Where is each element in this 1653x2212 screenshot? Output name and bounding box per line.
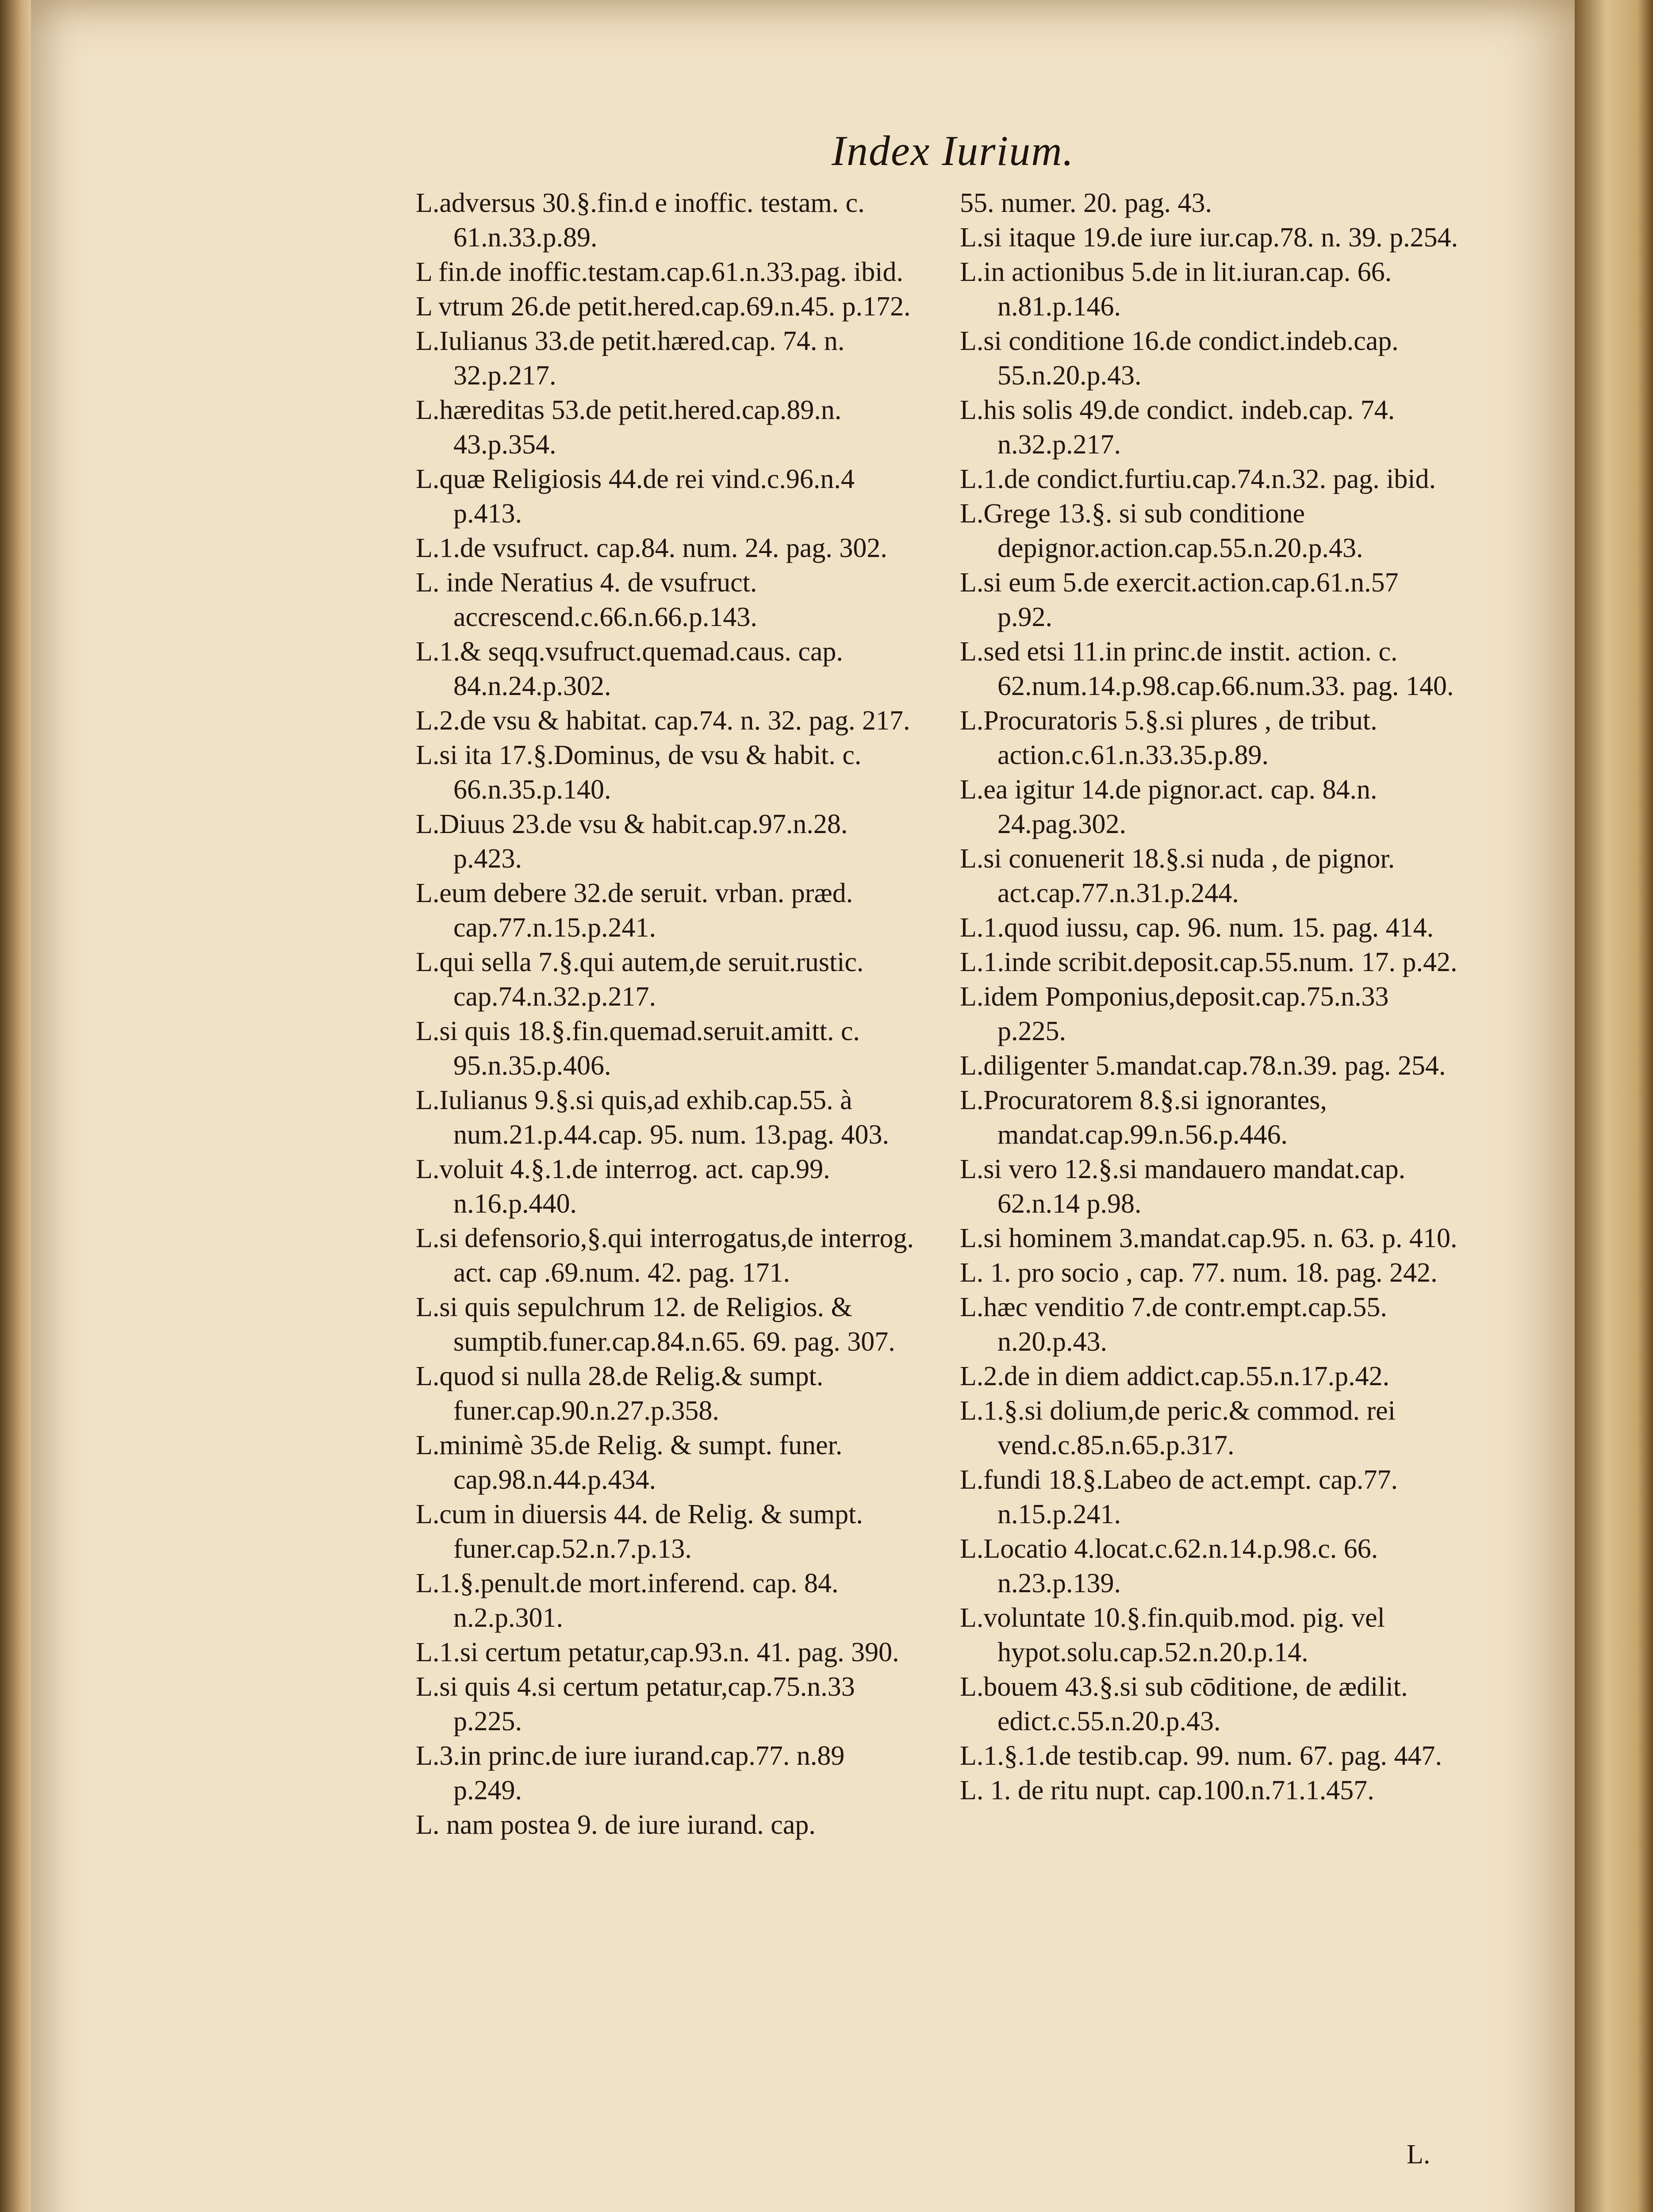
- index-entry: L vtrum 26.de petit.hered.cap.69.n.45. p.172.: [416, 292, 911, 322]
- index-entry: L.1.& seqq.vsufruct.quemad.caus. cap. 84.n.24.p.302.: [416, 637, 843, 701]
- index-entry: 55. numer. 20. pag. 43.: [960, 188, 1212, 218]
- index-entry: L. 1. pro socio , cap. 77. num. 18. pag. 242.: [960, 1258, 1438, 1288]
- index-entry: L.fundi 18.§.Labeo de act.empt. cap.77. n.15.p.241.: [960, 1465, 1398, 1529]
- index-entry: L fin.de inoffic.testam.cap.61.n.33.pag. ibid.: [416, 257, 903, 287]
- index-entry: L.1.§.si dolium,de peric.& commod. rei vend.c.85.n.65.p.317.: [960, 1396, 1396, 1460]
- index-entry: L.si itaque 19.de iure iur.cap.78. n. 39. p.254.: [960, 223, 1458, 253]
- index-entry: L.Locatio 4.locat.c.62.n.14.p.98.c. 66. n.23.p.139.: [960, 1534, 1378, 1598]
- index-entry: L.Iulianus 33.de petit.hæred.cap. 74. n. 32.p.217.: [416, 326, 845, 391]
- index-entry: L.ea igitur 14.de pignor.act. cap. 84.n. 24.pag.302.: [960, 775, 1377, 839]
- index-entry: L.eum debere 32.de seruit. vrban. præd. cap.77.n.15.p.241.: [416, 878, 853, 943]
- index-entry: L.his solis 49.de condict. indeb.cap. 74. n.32.p.217.: [960, 395, 1395, 460]
- index-entry: L.1.quod iussu, cap. 96. num. 15. pag. 414.: [960, 913, 1434, 943]
- index-entry: L.2.de vsu & habitat. cap.74. n. 32. pag. 217.: [416, 706, 910, 736]
- index-entry: L.2.de in diem addict.cap.55.n.17.p.42.: [960, 1361, 1390, 1391]
- index-entry: L.si quis 4.si certum petatur,cap.75.n.33 p.225.: [416, 1672, 855, 1736]
- index-entry: L.quod si nulla 28.de Relig.& sumpt. funer.cap.90.n.27.p.358.: [416, 1361, 824, 1426]
- index-entry: L.si quis sepulchrum 12. de Religios. & sumptib.funer.cap.84.n.65. 69. pag. 307.: [416, 1292, 895, 1357]
- index-column-left: [416, 186, 916, 1842]
- index-entry: L.si ita 17.§.Dominus, de vsu & habit. c. 66.n.35.p.140.: [416, 740, 862, 805]
- index-entry: L.hæreditas 53.de petit.hered.cap.89.n. 43.p.354.: [416, 395, 842, 460]
- index-entry: L.si defensorio,§.qui interrogatus,de interrog. act. cap .69.num. 42. pag. 171.: [416, 1223, 914, 1288]
- index-entry: L.1.§.1.de testib.cap. 99. num. 67. pag. 447.: [960, 1741, 1442, 1771]
- index-entry: L. 1. de ritu nupt. cap.100.n.71.1.457.: [960, 1775, 1374, 1805]
- index-entry: L.sed etsi 11.in princ.de instit. action. c. 62.num.14.p.98.cap.66.num.33. pag. 140.: [960, 637, 1454, 701]
- index-entry: L.cum in diuersis 44. de Relig. & sumpt. funer.cap.52.n.7.p.13.: [416, 1499, 863, 1564]
- index-entry: L.diligenter 5.mandat.cap.78.n.39. pag. 254.: [960, 1051, 1446, 1081]
- index-entry: L.si quis 18.§.fin.quemad.seruit.amitt. c. 95.n.35.p.406.: [416, 1016, 860, 1081]
- index-entry: L.qui sella 7.§.qui autem,de seruit.rustic. cap.74.n.32.p.217.: [416, 947, 864, 1012]
- index-entry: L.voluntate 10.§.fin.quib.mod. pig. vel hypot.solu.cap.52.n.20.p.14.: [960, 1603, 1385, 1667]
- catchword: L.: [1407, 2139, 1431, 2170]
- index-entry: L. inde Neratius 4. de vsufruct. accrescend.c.66.n.66.p.143.: [416, 568, 757, 632]
- index-column-right: [960, 186, 1460, 1808]
- index-entry: L.si vero 12.§.si mandauero mandat.cap. 62.n.14 p.98.: [960, 1154, 1406, 1219]
- index-entry: L.bouem 43.§.si sub cōditione, de ædilit. edict.c.55.n.20.p.43.: [960, 1672, 1408, 1736]
- index-entry: L.adversus 30.§.fin.d e inoffic. testam. c. 61.n.33.p.89.: [416, 188, 865, 253]
- adjacent-page-edge: [1575, 0, 1653, 2212]
- running-head: Index Iurium.: [832, 127, 1074, 174]
- index-entry: L.3.in princ.de iure iurand.cap.77. n.89 p.249.: [416, 1741, 845, 1805]
- index-entry: L.si eum 5.de exercit.action.cap.61.n.57 p.92.: [960, 568, 1399, 632]
- index-entry: L.Procuratoris 5.§.si plures , de tribut. action.c.61.n.33.35.p.89.: [960, 706, 1377, 770]
- index-entry: L.Diuus 23.de vsu & habit.cap.97.n.28. p.423.: [416, 809, 848, 874]
- index-entry: L.1.de condict.furtiu.cap.74.n.32. pag. ibid.: [960, 464, 1436, 494]
- index-entry: L.si conditione 16.de condict.indeb.cap. 55.n.20.p.43.: [960, 326, 1399, 391]
- index-entry: L.voluit 4.§.1.de interrog. act. cap.99. n.16.p.440.: [416, 1154, 830, 1219]
- index-entry: L.si conuenerit 18.§.si nuda , de pignor. act.cap.77.n.31.p.244.: [960, 844, 1395, 908]
- index-entry: L.1.inde scribit.deposit.cap.55.num. 17. p.42.: [960, 947, 1457, 977]
- index-entry: L.Grege 13.§. si sub conditione depignor.action.cap.55.n.20.p.43.: [960, 499, 1363, 563]
- index-entry: L.1.de vsufruct. cap.84. num. 24. pag. 302.: [416, 533, 887, 563]
- index-entry: L.hæc venditio 7.de contr.empt.cap.55. n.20.p.43.: [960, 1292, 1387, 1357]
- index-entry: L.idem Pomponius,deposit.cap.75.n.33 p.225.: [960, 982, 1389, 1046]
- index-entry: L.si hominem 3.mandat.cap.95. n. 63. p. 410.: [960, 1223, 1457, 1253]
- index-entry: L.Iulianus 9.§.si quis,ad exhib.cap.55. à num.21.p.44.cap. 95. num. 13.pag. 403.: [416, 1085, 890, 1150]
- index-entry: L.in actionibus 5.de in lit.iuran.cap. 66. n.81.p.146.: [960, 257, 1392, 322]
- index-entry: L.1.§.penult.de mort.inferend. cap. 84. n.2.p.301.: [416, 1568, 839, 1633]
- index-entry: L.minimè 35.de Relig. & sumpt. funer. cap.98.n.44.p.434.: [416, 1430, 843, 1495]
- index-entry: L. nam postea 9. de iure iurand. cap.: [416, 1810, 816, 1840]
- index-entry: L.1.si certum petatur,cap.93.n. 41. pag. 390.: [416, 1637, 899, 1667]
- index-entry: L.quæ Religiosis 44.de rei vind.c.96.n.4 p.413.: [416, 464, 855, 529]
- book-spine-edge: [0, 0, 35, 2212]
- index-entry: L.Procuratorem 8.§.si ignorantes, mandat.cap.99.n.56.p.446.: [960, 1085, 1327, 1150]
